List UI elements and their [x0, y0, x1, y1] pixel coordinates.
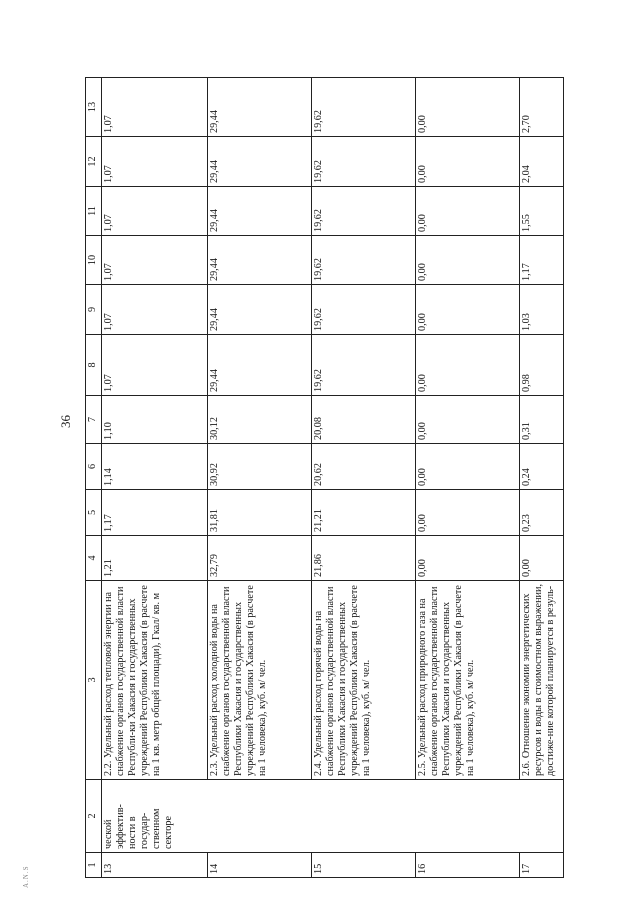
value-cell: 2,70 [520, 78, 564, 137]
value-cell: 1,07 [102, 78, 208, 137]
value-cell: 29,44 [208, 335, 312, 396]
table-row [208, 78, 312, 878]
value-cell: 0,00 [416, 444, 520, 490]
value-cell: 30,12 [208, 396, 312, 444]
value-cell: 20,62 [312, 444, 416, 490]
value-cell: 0,00 [520, 536, 564, 581]
value-cell: 1,07 [102, 236, 208, 285]
value-cell: 1,10 [102, 396, 208, 444]
indicator-description: 2.3. Удельный расход холодной воды на снабжение органов государственной власти Республики Хакасия и государственных учреждений Республики Хакасия (в расчете на 1 человека), куб. м/ чел. [208, 581, 312, 780]
page-number: 36 [58, 415, 73, 428]
indicator-description: 2.2. Удельный расход тепловой энергии на снабжение органов государственной власти Республи-ки Хакасия и государственных учреждений Республики Хакасия (в расчете на 1 кв. метр общей площади), Гкал/ кв. м [102, 581, 208, 780]
header-cell-13: 13 [86, 78, 102, 137]
header-cell-2: 2 [86, 780, 102, 853]
value-cell: 0,00 [416, 236, 520, 285]
value-cell: 1,17 [102, 490, 208, 536]
value-cell: 1,07 [102, 137, 208, 187]
value-cell: 19,62 [312, 187, 416, 236]
indicator-description: 2.5. Удельный расход природного газа на снабжение органов государственной власти Республики Хакасия и государственных учреждений Республики Хакасия (в расчете на 1 человека), куб. м/ чел. [416, 581, 520, 780]
value-cell: 29,44 [208, 78, 312, 137]
value-cell: 19,62 [312, 285, 416, 335]
value-cell: 1,07 [102, 335, 208, 396]
value-cell: 0,00 [416, 335, 520, 396]
value-cell: 0,00 [416, 490, 520, 536]
value-cell: 1,17 [520, 236, 564, 285]
value-cell: 1,14 [102, 444, 208, 490]
value-cell: 0,00 [416, 536, 520, 581]
header-cell-3: 3 [86, 581, 102, 780]
rotated-table-sheet [85, 78, 564, 878]
value-cell: 1,07 [102, 285, 208, 335]
value-cell: 0,00 [416, 78, 520, 137]
row-index: 17 [520, 853, 564, 878]
value-cell: 19,62 [312, 236, 416, 285]
category-cell: ческой эффектив-ности в государ-ственном секторе [102, 780, 564, 853]
value-cell: 1,55 [520, 187, 564, 236]
value-cell: 0,00 [416, 187, 520, 236]
value-cell: 20,08 [312, 396, 416, 444]
value-cell: 0,23 [520, 490, 564, 536]
value-cell: 29,44 [208, 236, 312, 285]
header-cell-11: 11 [86, 187, 102, 236]
value-cell: 29,44 [208, 137, 312, 187]
header-cell-12: 12 [86, 137, 102, 187]
row-index: 16 [416, 853, 520, 878]
header-cell-9: 9 [86, 285, 102, 335]
row-index: 15 [312, 853, 416, 878]
header-cell-5: 5 [86, 490, 102, 536]
value-cell: 0,31 [520, 396, 564, 444]
value-cell: 19,62 [312, 335, 416, 396]
value-cell: 29,44 [208, 187, 312, 236]
header-cell-6: 6 [86, 444, 102, 490]
value-cell: 19,62 [312, 137, 416, 187]
scan-mark: A.N.S [22, 865, 30, 888]
value-cell: 0,24 [520, 444, 564, 490]
value-cell: 0,00 [416, 396, 520, 444]
header-row [86, 78, 102, 878]
value-cell: 32,79 [208, 536, 312, 581]
header-cell-7: 7 [86, 396, 102, 444]
value-cell: 1,21 [102, 536, 208, 581]
table-row [416, 78, 520, 878]
value-cell: 1,03 [520, 285, 564, 335]
header-cell-10: 10 [86, 236, 102, 285]
table-row [520, 78, 564, 878]
value-cell: 19,62 [312, 78, 416, 137]
value-cell: 30,92 [208, 444, 312, 490]
row-index: 13 [102, 853, 208, 878]
value-cell: 0,00 [416, 285, 520, 335]
table-row [312, 78, 416, 878]
value-cell: 29,44 [208, 285, 312, 335]
row-index: 14 [208, 853, 312, 878]
value-cell: 21,86 [312, 536, 416, 581]
value-cell: 31,81 [208, 490, 312, 536]
value-cell: 1,07 [102, 187, 208, 236]
value-cell: 21,21 [312, 490, 416, 536]
value-cell: 2,04 [520, 137, 564, 187]
value-cell: 0,00 [416, 137, 520, 187]
indicator-description: 2.4. Удельный расход горячей воды на снабжение органов государственной власти Республики Хакасия и государственных учреждений Республики Хакасия (в расчете на 1 человека), куб. м/ чел. [312, 581, 416, 780]
header-cell-8: 8 [86, 335, 102, 396]
indicators-table [85, 77, 564, 878]
indicator-description: 2.6. Отношение экономии энергетических ресурсов и воды в стоимостном выражении, достиже-ние которой планируется в резуль- [520, 581, 564, 780]
header-cell-4: 4 [86, 536, 102, 581]
value-cell: 0,98 [520, 335, 564, 396]
header-cell-1: 1 [86, 853, 102, 878]
table-row [102, 78, 208, 878]
